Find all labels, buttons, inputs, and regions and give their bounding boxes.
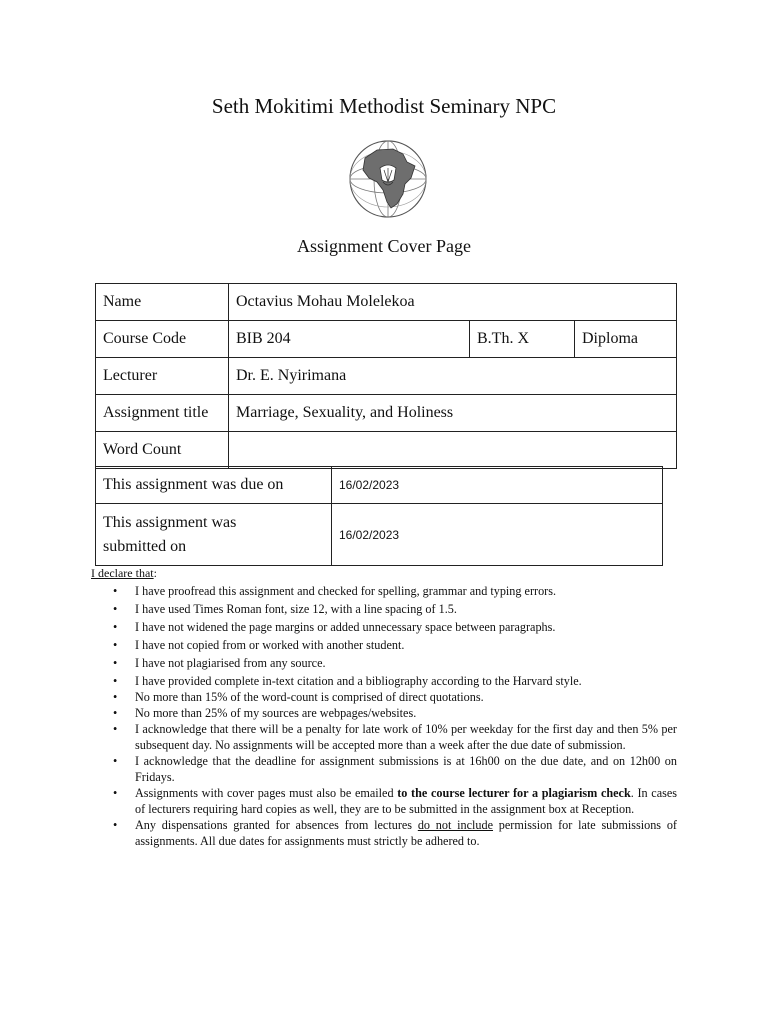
list-item: • I have proofread this assignment and checked for spelling, grammar and typing errors.	[91, 583, 677, 599]
submission-dates-table	[95, 466, 663, 566]
dispensation-item-pre: Any dispensations granted for absences from lectures	[135, 818, 418, 832]
name-label: Name	[96, 284, 229, 321]
submitted-label	[96, 504, 332, 566]
declaration-intro-text: I declare that	[91, 566, 154, 580]
list-item	[91, 785, 677, 817]
lecturer-value: Dr. E. Nyirimana	[229, 358, 677, 395]
email-item-post: . In cases of lecturers requiring hard copies as well, they are to be submitted in the assignment box at Reception.	[135, 786, 678, 816]
table-row	[96, 395, 677, 432]
list-item: • I have not copied from or worked with another student.	[91, 637, 677, 653]
submitted-date-value: 16/02/2023	[332, 504, 663, 566]
table-row	[96, 432, 677, 469]
submitted-label-line-1: This assignment was	[103, 513, 237, 531]
declaration-intro-colon: :	[153, 566, 157, 580]
course-code-value: BIB 204	[229, 321, 470, 358]
due-label: This assignment was due on	[96, 467, 332, 504]
document-title: Assignment Cover Page	[297, 236, 471, 256]
list-item: • I have used Times Roman font, size 12, with a line spacing of 1.5.	[91, 601, 677, 617]
table-row	[96, 467, 663, 504]
declaration-list	[91, 583, 677, 851]
list-item: • I have provided complete in-text citation and a bibliography according to the Harvard style.	[91, 673, 677, 689]
email-item-bold: to the course lecturer for a plagiarism check	[397, 786, 631, 800]
table-row	[96, 358, 677, 395]
list-item: • No more than 15% of the word-count is comprised of direct quotations.	[91, 689, 677, 705]
table-row	[96, 504, 663, 566]
student-info-table	[95, 283, 677, 469]
list-item: • I acknowledge that there will be a penalty for late work of 10% per weekday for the first day and then 5% per subsequent day. No assignments will be accepted more than a week after the due date of submission.	[91, 721, 677, 753]
institution-title: Seth Mokitimi Methodist Seminary NPC	[211, 94, 557, 118]
list-item: • I have not plagiarised from any source.	[91, 655, 677, 671]
list-item: • I acknowledge that the deadline for assignment submissions is at 16h00 on the due date, and on 12h00 on Fridays.	[91, 753, 677, 785]
course-code-label: Course Code	[96, 321, 229, 358]
due-date-value: 16/02/2023	[332, 467, 663, 504]
word-count-label: Word Count	[96, 432, 229, 469]
table-row	[96, 284, 677, 321]
list-item: • I have not widened the page margins or added unnecessary space between paragraphs.	[91, 619, 677, 635]
list-item: • No more than 25% of my sources are webpages/websites.	[91, 705, 677, 721]
word-count-value	[229, 432, 677, 469]
seminary-africa-globe-logo-icon	[347, 138, 429, 220]
program-bth: B.Th. X	[470, 321, 575, 358]
table-row	[96, 321, 677, 358]
dispensation-item-post: permission for late submissions of assignments. All due dates for assignments must strictly be adhered to.	[135, 818, 677, 848]
list-item	[91, 817, 677, 849]
assignment-title-label: Assignment title	[96, 395, 229, 432]
assignment-title-value: Marriage, Sexuality, and Holiness	[229, 395, 677, 432]
declaration-intro	[91, 566, 157, 581]
dispensation-item-underlined: do not include	[417, 818, 494, 832]
email-item-pre: Assignments with cover pages must also be emailed	[135, 786, 398, 800]
submitted-label-line-2: submitted on	[103, 537, 187, 555]
program-diploma: Diploma	[575, 321, 677, 358]
name-value: Octavius Mohau Molelekoa	[229, 284, 677, 321]
lecturer-label: Lecturer	[96, 358, 229, 395]
